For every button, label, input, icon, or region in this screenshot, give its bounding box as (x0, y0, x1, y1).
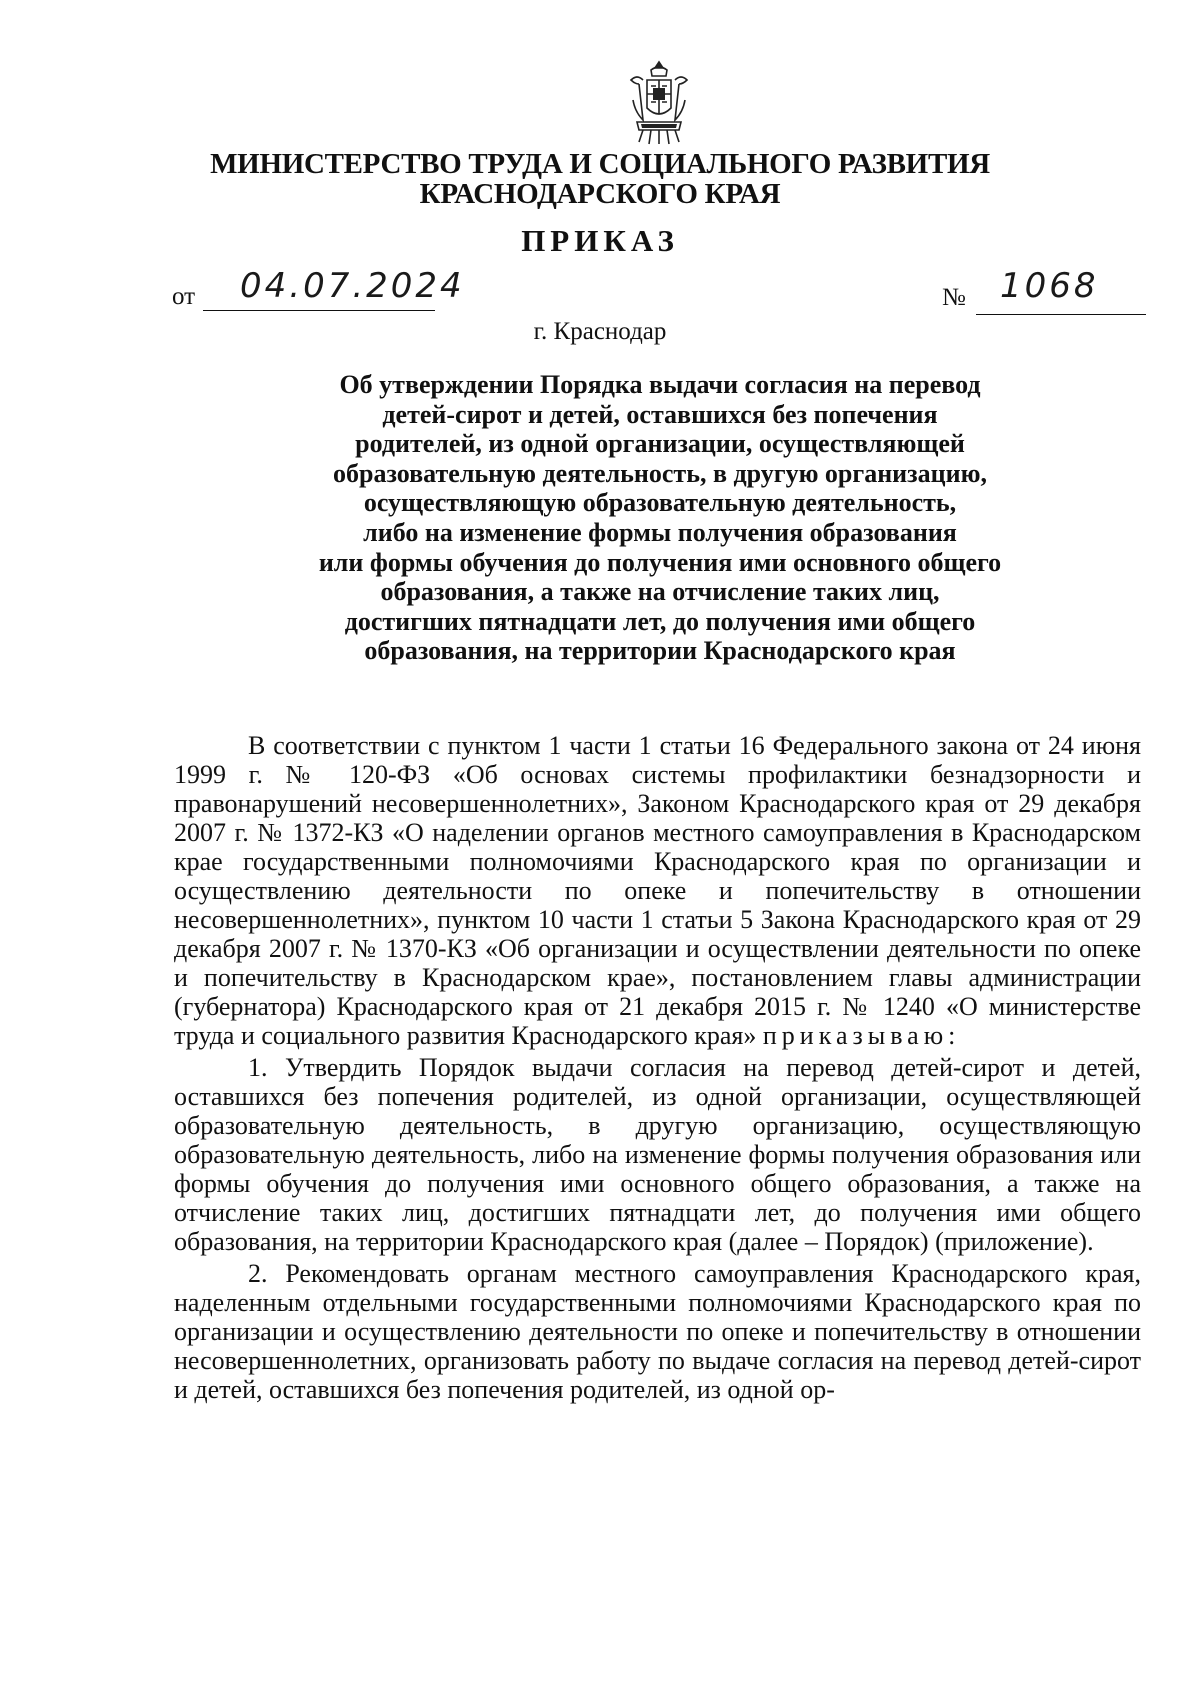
subject-line: образовательную деятельность, в другую организацию, (333, 458, 987, 488)
number-prefix: № (942, 284, 966, 311)
date-underline (203, 310, 435, 311)
order-body (174, 731, 1141, 1404)
number-underline (976, 314, 1146, 315)
order-date: 04.07.2024 (240, 266, 465, 306)
subject-line: детей-сирот и детей, оставшихся без попечения (382, 399, 938, 429)
document-type: ПРИКАЗ (521, 223, 679, 258)
subject-line: либо на изменение формы получения образования (363, 517, 957, 547)
subject-line: родителей, из одной организации, осуществляющей (355, 429, 965, 459)
preamble-text: В соответствии с пунктом 1 части 1 статьи 16 Федерального закона от 24 июня 1999 г. № 120-ФЗ «Об основах системы профилактики безнадзорности и правонарушений несовершеннолетних», Законом Краснодарского края от 29 декабря 2007 г. № 1372-КЗ «О наделении органов местного самоуправления в Краснодарском крае государственными полномочиями Краснодарского края по организации и осуществлению деятельности по опеке и попечительству в отношении несовершеннолетних», пунктом 10 части 1 статьи 5 Закона Краснодарского края от 29 декабря 2007 г. № 1370-КЗ «Об организации и осуществлении деятельности по опеке и попечительству в Краснодарском крае», постановлением главы администрации (губернатора) Краснодарского края от 21 декабря 2015 г. № 1240 «О министерстве труда и социального развития Краснодарского края» (174, 731, 1141, 1050)
date-prefix: от (172, 283, 196, 310)
item-2-paragraph: 2. Рекомендовать органам местного самоуправления Краснодарского края, наделенным отдельными государственными полномочиями Краснодарского края по организации и осуществлению деятельности по опеке и попечительству в отношении несовершеннолетних, организовать работу по выдаче согласия на перевод детей-сирот и детей, оставшихся без попечения родителей, из одной ор- (174, 1259, 1141, 1404)
subject-line: осуществляющую образовательную деятельность, (363, 488, 957, 518)
item-1-paragraph: 1. Утвердить Порядок выдачи согласия на перевод детей-сирот и детей, оставшихся без попечения родителей, из одной организации, осуществляющей образовательную деятельность, в другую организацию, осуществляющую образовательную деятельность, либо на изменение формы получения образования или формы обучения до получения ими основного общего образования, а также на отчисление таких лиц, достигших пятнадцати лет, до получения ими общего образования, на территории Краснодарского края (далее – Порядок) (приложение). (174, 1053, 1141, 1256)
ministry-name-line1: МИНИСТЕРСТВО ТРУДА И СОЦИАЛЬНОГО РАЗВИТИЯ (210, 148, 990, 180)
city: г. Краснодар (533, 318, 667, 345)
order-subject (290, 370, 1030, 666)
subject-line: образования, а также на отчисление таких лиц, (380, 577, 940, 607)
subject-line: Об утверждении Порядка выдачи согласия на перевод (339, 370, 981, 399)
ministry-name-line2: КРАСНОДАРСКОГО КРАЯ (419, 178, 781, 210)
subject-line: образования, на территории Краснодарского края (364, 636, 956, 666)
ministry-name (0, 149, 1200, 209)
preamble-paragraph (174, 731, 1141, 1050)
order-word: приказываю: (762, 1021, 961, 1050)
subject-line: достигших пятнадцати лет, до получения ими общего (344, 606, 976, 636)
order-number: 1068 (1000, 266, 1099, 306)
subject-line: или формы обучения до получения ими основного общего (318, 547, 1002, 577)
coat-of-arms-icon (629, 60, 689, 146)
